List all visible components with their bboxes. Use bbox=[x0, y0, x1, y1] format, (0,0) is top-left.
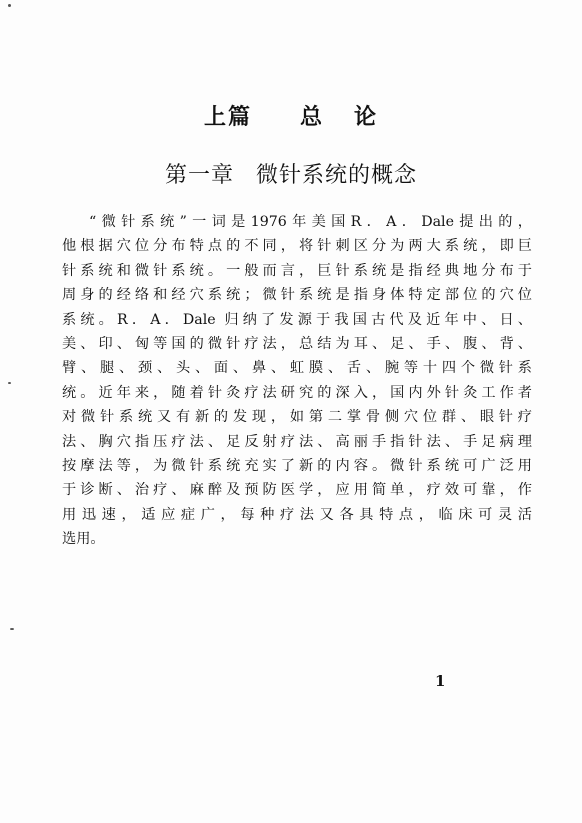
paragraph-line: 用迅速，适应症广，每种疗法又各具特点，临床可灵活 bbox=[62, 506, 532, 523]
scan-speck bbox=[8, 4, 11, 7]
part-title-prefix: 上篇 bbox=[203, 105, 252, 130]
part-title bbox=[0, 100, 582, 131]
paragraph-line: 选用。 bbox=[62, 531, 105, 548]
paragraph-line: 法、胸穴指压疗法、足反射疗法、高丽手指针法、手足病理 bbox=[62, 433, 532, 450]
page-number: 1 bbox=[435, 672, 446, 690]
paragraph-line: “微针系统”一词是1976年美国R．A．Dale提出的， bbox=[89, 214, 532, 230]
scan-speck bbox=[8, 382, 11, 384]
paragraph-line: 臂、腿、颈、头、面、鼻、虹膜、舌、腕等十四个微针系 bbox=[62, 360, 532, 377]
paragraph-line: 统。近年来，随着针灸疗法研究的深入，国内外针灸工作者 bbox=[62, 384, 532, 401]
chapter-name: 微针系统的概念 bbox=[256, 163, 418, 188]
paragraph-line: 对微针系统又有新的发现，如第二掌骨侧穴位群、眼针疗 bbox=[62, 409, 532, 426]
paragraph-line: 周身的经络和经穴系统；微针系统是指身体特定部位的穴位 bbox=[62, 287, 532, 304]
chapter-number: 第一章 bbox=[164, 163, 234, 188]
part-title-word-1: 总 bbox=[299, 105, 324, 130]
paragraph-line: 于诊断、治疗、麻醉及预防医学，应用简单，疗效可靠，作 bbox=[62, 482, 532, 499]
body-paragraph bbox=[62, 210, 532, 552]
paragraph-line: 美、印、匈等国的微针疗法，总结为耳、足、手、腹、背、 bbox=[62, 336, 532, 353]
scan-speck bbox=[10, 628, 14, 630]
paragraph-line: 他根据穴位分布特点的不同，将针刺区分为两大系统，即巨 bbox=[62, 238, 532, 255]
paragraph-line: 按摩法等，为微针系统充实了新的内容。微针系统可广泛用 bbox=[62, 458, 532, 475]
paragraph-line: 系统。R．A．Dale 归纳了发源于我国古代及近年中、日、 bbox=[62, 311, 532, 328]
paragraph-line: 针系统和微针系统。一般而言，巨针系统是指经典地分布于 bbox=[62, 262, 532, 279]
part-title-word-2: 论 bbox=[354, 105, 379, 130]
chapter-title bbox=[0, 158, 582, 189]
